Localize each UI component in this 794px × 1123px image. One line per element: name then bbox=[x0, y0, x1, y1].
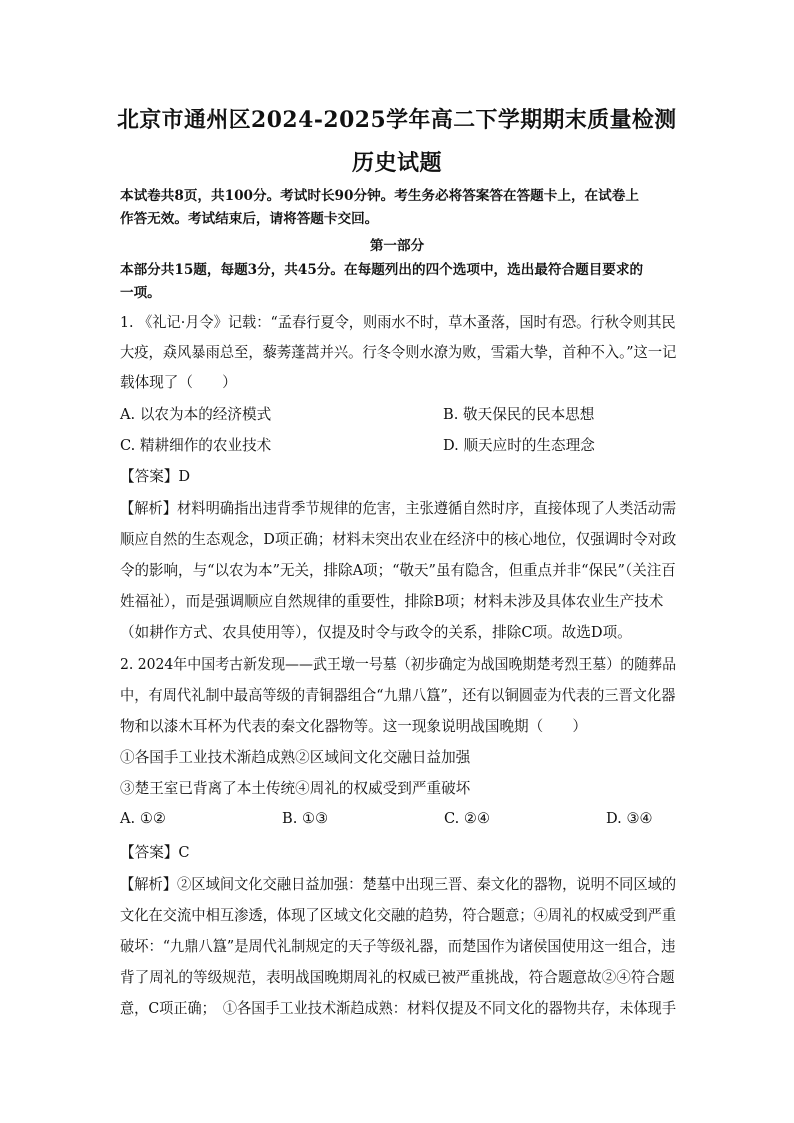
question-1-analysis: 【解析】材料明确指出违背季节规律的危害，主张遵循自然时序，直接体现了人类活动需 bbox=[120, 500, 677, 517]
question-1-analysis: 顺应自然的生态观念，D项正确；材料未突出农业在经济中的核心地位，仅强调时令对政 bbox=[120, 531, 677, 548]
question-2-analysis: 意，C项正确； ①各国手工业技术渐趋成熟：材料仅提及不同文化的器物共存，未体现手 bbox=[120, 1000, 677, 1017]
question-1-stem: 载体现了（ ） bbox=[120, 374, 237, 391]
question-2-option-a: A. ①② bbox=[120, 810, 166, 827]
instructions-line: 本试卷共8页，共100分。考试时长90分钟。考生务必将答案答在答题卡上，在试卷上 bbox=[120, 188, 639, 204]
exam-subtitle: 历史试题 bbox=[351, 150, 442, 176]
question-2-option-d: D. ③④ bbox=[606, 810, 653, 827]
question-2-analysis: 文化在交流中相互渗透，体现了区域文化交融的趋势，符合题意；④周礼的权威受到严重 bbox=[120, 907, 677, 924]
question-1-option-c: C. 精耕细作的农业技术 bbox=[120, 437, 272, 454]
question-2-analysis: 背了周礼的等级规范，表明战国晚期周礼的权威已被严重挑战，符合题意故②④符合题 bbox=[120, 969, 675, 986]
instructions-line: 作答无效。考试结束后，请将答题卡交回。 bbox=[120, 211, 379, 227]
question-1-option-d: D. 顺天应时的生态理念 bbox=[443, 437, 595, 454]
exam-title: 北京市通州区2024-2025学年高二下学期期末质量检测 bbox=[117, 107, 677, 133]
question-1-option-a: A. 以农为本的经济模式 bbox=[120, 406, 272, 423]
question-2-stem: 2. 2024年中国考古新发现——武王墩一号墓（初步确定为战国晚期楚考烈王墓）的随葬品 bbox=[120, 656, 677, 673]
question-1-analysis: （如耕作方式、农具使用等），仅提及时令与政令的关系，排除C项。故选D项。 bbox=[120, 624, 632, 641]
question-2-statement: ①各国手工业技术渐趋成熟②区域间文化交融日益加强 bbox=[120, 749, 471, 766]
question-1-stem: 大疫，猋风暴雨总至，藜莠蓬蒿并兴。行冬令则水潦为败，雪霜大挚，首种不入。”这一记 bbox=[120, 344, 677, 361]
question-1-analysis: 令的影响，与“以农为本”无关，排除A项；“敬天”虽有隐含，但重点并非“保民”（关注百 bbox=[120, 562, 676, 579]
question-2-stem: 物和以漆木耳杯为代表的秦文化器物等。这一现象说明战国晚期（ ） bbox=[120, 718, 588, 735]
question-2-statement: ③楚王室已背离了本土传统④周礼的权威受到严重破坏 bbox=[120, 780, 471, 797]
part-description: 本部分共15题，每题3分，共45分。在每题列出的四个选项中，选出最符合题目要求的 bbox=[120, 262, 644, 278]
question-2-option-b: B. ①③ bbox=[282, 810, 329, 827]
question-2-answer: 【答案】C bbox=[120, 844, 190, 861]
question-1-stem: 1. 《礼记·月令》记载：“孟春行夏令，则雨水不时，草木蚤落，国时有恐。行秋令则其民 bbox=[120, 314, 676, 331]
part-description: 一项。 bbox=[120, 285, 161, 301]
question-1-analysis: 姓福祉），而是强调顺应自然规律的重要性，排除B项；材料未涉及具体农业生产技术 bbox=[120, 593, 664, 610]
question-1-answer: 【答案】D bbox=[120, 468, 191, 485]
question-2-analysis: 【解析】②区域间文化交融日益加强：楚墓中出现三晋、秦文化的器物，说明不同区域的 bbox=[120, 876, 677, 893]
question-2-analysis: 破坏：“九鼎八簋”是周代礼制规定的天子等级礼器，而楚国作为诸侯国使用这一组合，违 bbox=[120, 938, 676, 955]
question-2-stem: 中，有周代礼制中最高等级的青铜器组合“九鼎八簋”，还有以铜圆壶为代表的三晋文化器 bbox=[120, 687, 676, 704]
question-2-option-c: C. ②④ bbox=[444, 810, 491, 827]
question-1-option-b: B. 敬天保民的民本思想 bbox=[443, 406, 595, 423]
part-title: 第一部分 bbox=[369, 238, 425, 254]
